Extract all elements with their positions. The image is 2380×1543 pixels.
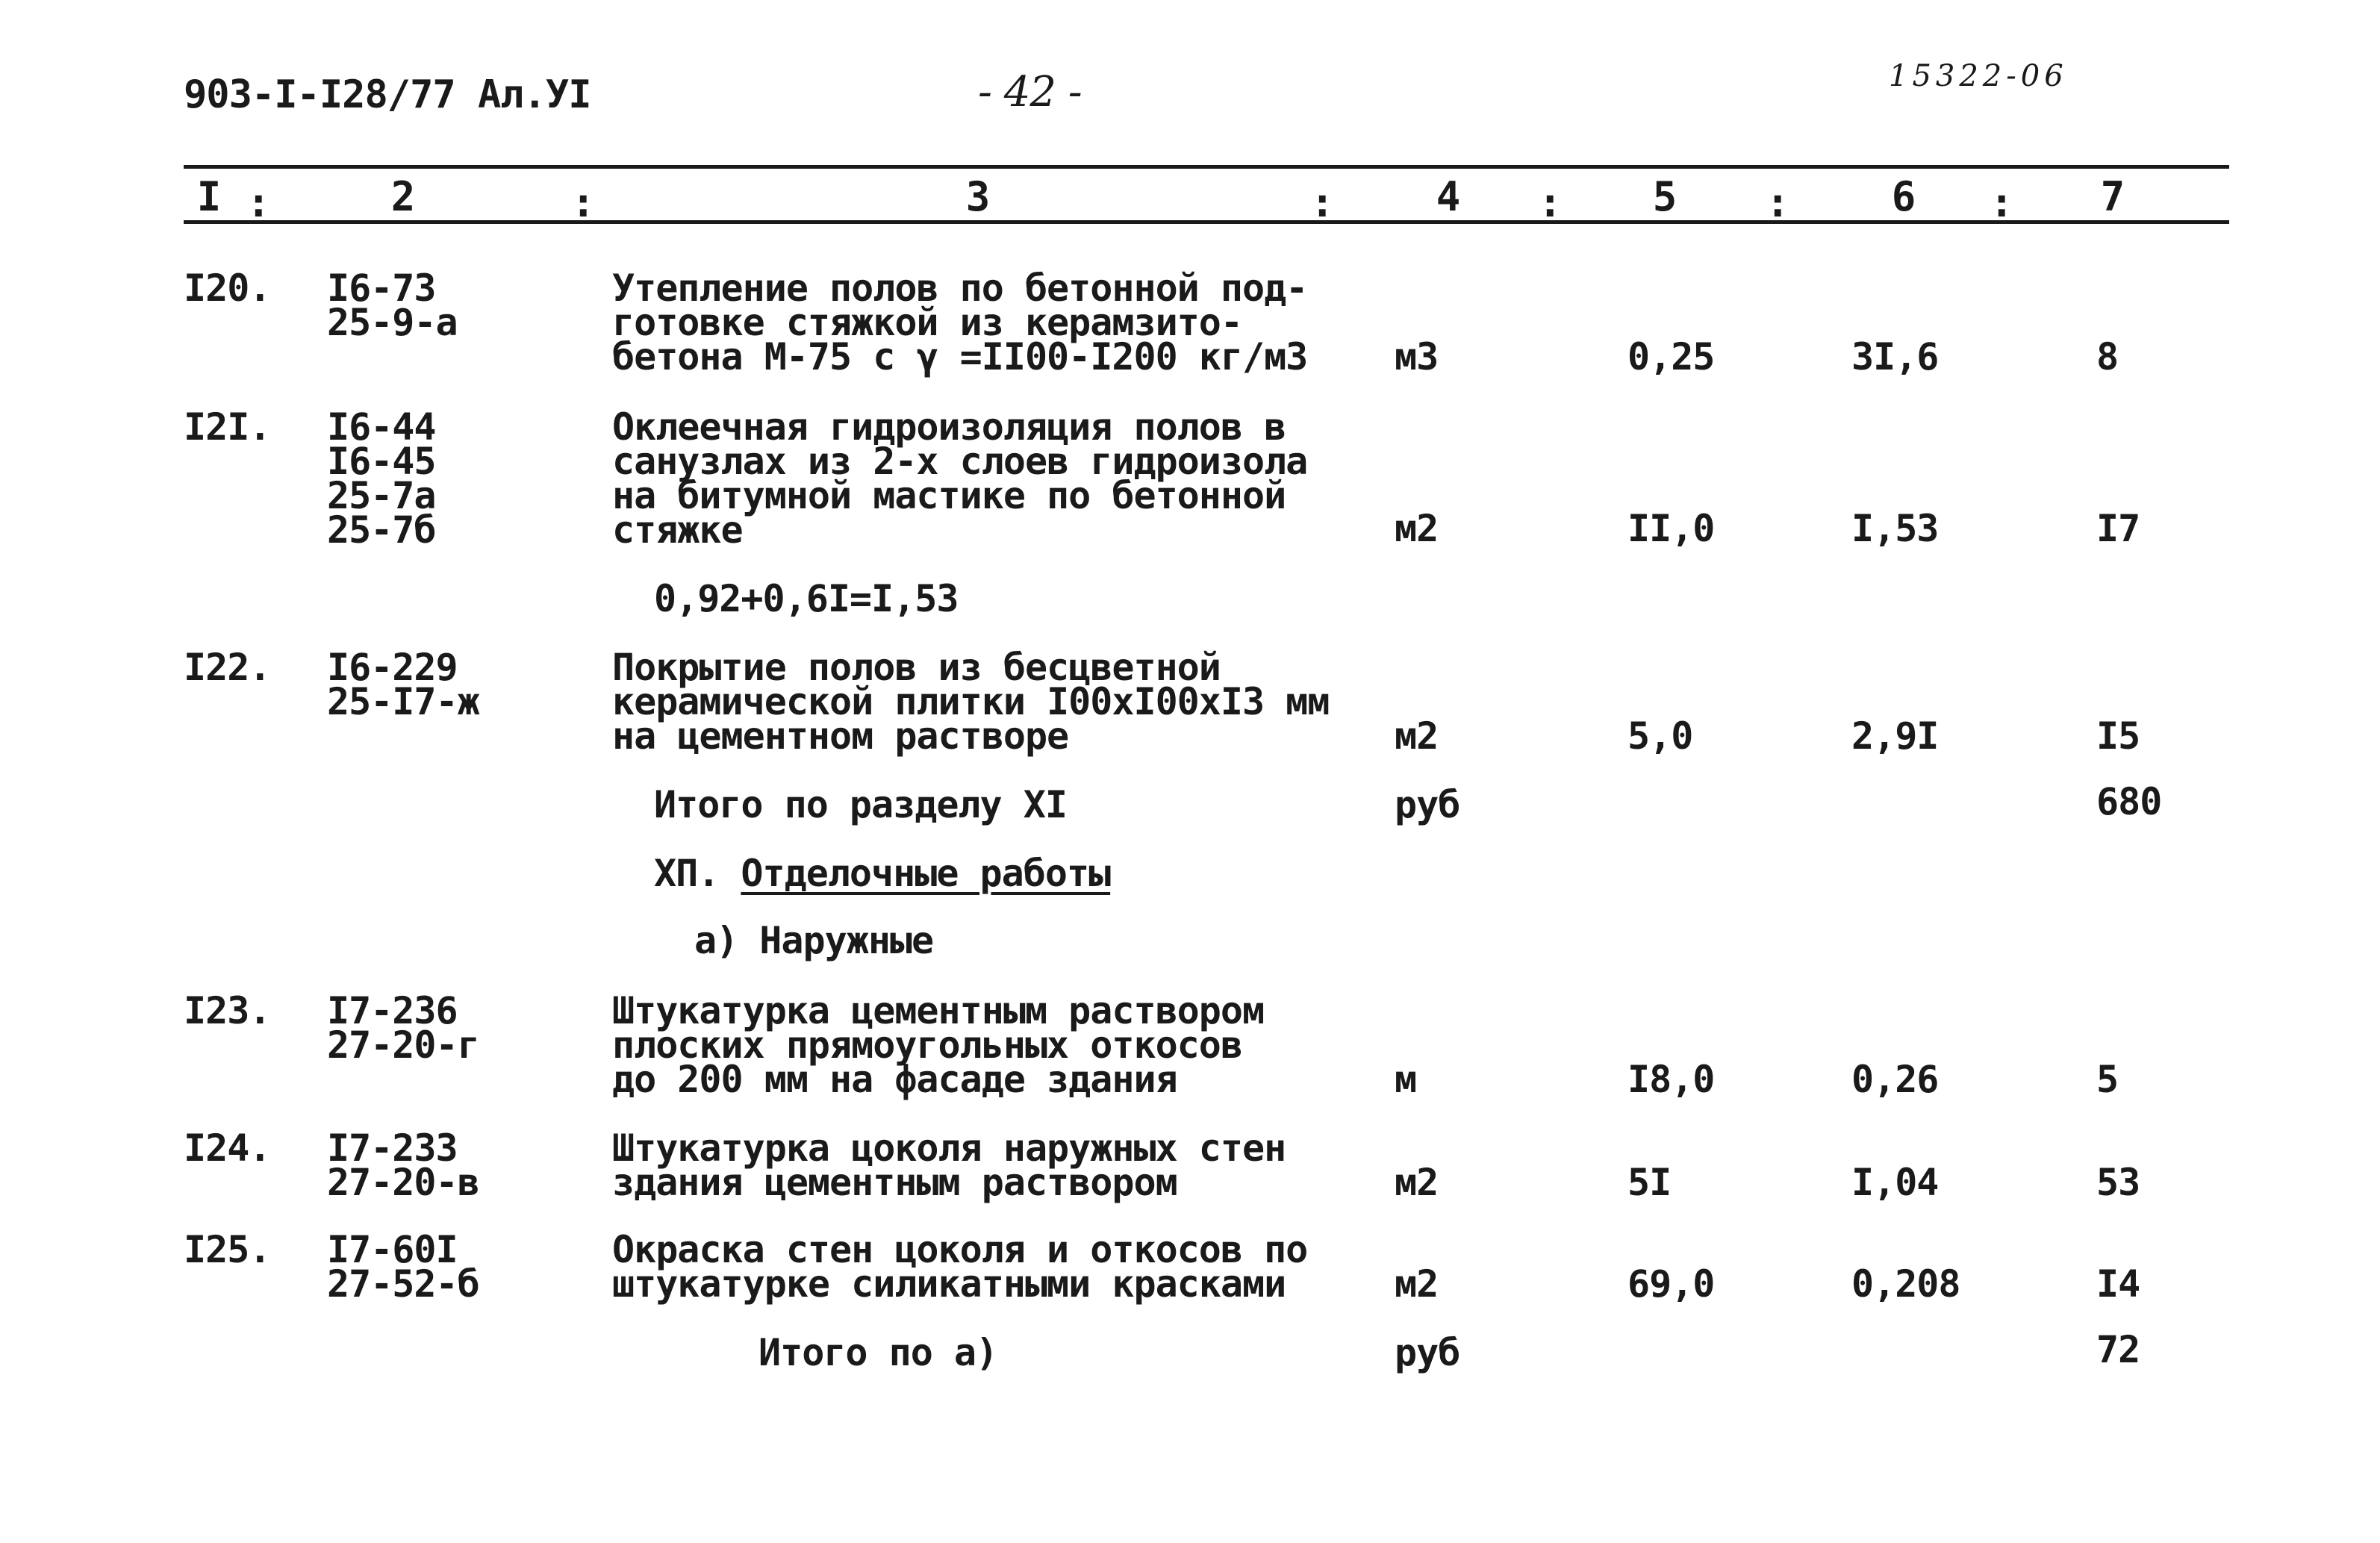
column-number-4: 4	[1436, 173, 1461, 220]
section-subtotal-label: Итого по разделу XI	[654, 783, 1067, 826]
column-separator: :	[1538, 179, 1563, 226]
row-code: 27-20-г	[327, 1023, 479, 1067]
row-code: I6-229	[327, 646, 458, 689]
row-description: Окраска стен цоколя и откосов по	[612, 1228, 1308, 1271]
column-number-7: 7	[2100, 173, 2125, 220]
row-quantity: 5,0	[1627, 714, 1693, 758]
row-unit: руб	[1395, 783, 1460, 826]
row-total: 680	[2096, 780, 2162, 823]
row-description: штукатурке силикатными красками	[612, 1262, 1286, 1306]
row-description: стяжке	[612, 508, 743, 552]
column-separator: :	[1766, 179, 1790, 226]
subsection-subtotal-label: Итого по а)	[758, 1331, 998, 1374]
header-rule-top	[184, 165, 2229, 169]
row-unit: м2	[1395, 1161, 1439, 1204]
row-code: 25-7а	[327, 474, 436, 517]
row-total: I7	[2096, 507, 2140, 550]
row-code: I7-233	[327, 1126, 458, 1170]
row-unit-price: I,53	[1851, 507, 1939, 550]
row-total: I5	[2096, 714, 2140, 758]
row-unit: м	[1395, 1058, 1417, 1101]
section-number: ХП.	[654, 852, 720, 895]
row-number: I25.	[184, 1228, 271, 1271]
row-code: 27-20-в	[327, 1161, 479, 1204]
row-total: 72	[2096, 1328, 2140, 1371]
row-code: 25-7б	[327, 508, 436, 552]
header-rule-bottom	[184, 220, 2229, 224]
row-code: I7-60I	[327, 1228, 458, 1271]
row-description: на цементном растворе	[612, 714, 1069, 758]
section-title: Отделочные работы	[741, 852, 1111, 895]
row-number: I23.	[184, 989, 271, 1032]
column-number-5: 5	[1652, 173, 1677, 220]
column-number-1: I	[196, 173, 222, 220]
row-code: I6-73	[327, 266, 436, 310]
row-description: Покрытие полов из бесцветной	[612, 646, 1221, 689]
column-number-2: 2	[390, 173, 416, 220]
row-total: I4	[2096, 1262, 2140, 1306]
column-number-6: 6	[1891, 173, 1916, 220]
row-description: Утепление полов по бетонной под-	[612, 266, 1308, 310]
column-separator: :	[246, 179, 271, 226]
row-unit-price: 0,26	[1851, 1058, 1939, 1101]
section-heading	[654, 852, 1111, 895]
row-unit-price: 2,9I	[1851, 714, 1939, 758]
row-unit-price: I,04	[1851, 1161, 1939, 1204]
row-unit: м2	[1395, 507, 1439, 550]
archive-stamp: 15322-06	[1889, 59, 2068, 93]
row-description: Оклеечная гидроизоляция полов в	[612, 405, 1286, 449]
calculation-note: 0,92+0,6I=I,53	[654, 577, 959, 620]
row-code: 25-I7-ж	[327, 680, 479, 723]
row-total: 8	[2096, 335, 2119, 378]
row-total: 5	[2096, 1058, 2119, 1101]
row-description: до 200 мм на фасаде здания	[612, 1058, 1177, 1101]
row-number: I20.	[184, 266, 271, 310]
page-number: - 42 -	[978, 68, 1082, 116]
row-number: I22.	[184, 646, 271, 689]
column-number-3: 3	[965, 173, 991, 220]
column-separator: :	[571, 179, 596, 226]
row-description: готовке стяжкой из керамзито-	[612, 301, 1242, 344]
row-unit: руб	[1395, 1331, 1460, 1374]
row-code: 27-52-б	[327, 1262, 479, 1306]
row-quantity: I8,0	[1627, 1058, 1715, 1101]
row-unit: м3	[1395, 335, 1439, 378]
row-description: керамической плитки I00xI00xI3 мм	[612, 680, 1330, 723]
row-unit: м2	[1395, 714, 1439, 758]
row-code: I6-45	[327, 440, 436, 483]
row-description: санузлах из 2-х слоев гидроизола	[612, 440, 1308, 483]
row-description: здания цементным раствором	[612, 1161, 1177, 1204]
row-number: I2I.	[184, 405, 271, 449]
document-code: 903-I-I28/77 Ал.УI	[184, 72, 591, 117]
row-description: Штукатурка цоколя наружных стен	[612, 1126, 1286, 1170]
row-quantity: II,0	[1627, 507, 1715, 550]
row-total: 53	[2096, 1161, 2140, 1204]
row-number: I24.	[184, 1126, 271, 1170]
row-code: I7-236	[327, 989, 458, 1032]
row-unit-price: 3I,6	[1851, 335, 1939, 378]
row-quantity: 69,0	[1627, 1262, 1715, 1306]
row-quantity: 0,25	[1627, 335, 1715, 378]
row-description: Штукатурка цементным раствором	[612, 989, 1265, 1032]
row-description: бетона М-75 с γ =II00-I200 кг/м3	[612, 335, 1308, 378]
subsection-heading: а) Наружные	[694, 919, 934, 962]
column-separator: :	[1990, 179, 2014, 226]
row-unit: м2	[1395, 1262, 1439, 1306]
row-quantity: 5I	[1627, 1161, 1672, 1204]
row-code: I6-44	[327, 405, 436, 449]
row-unit-price: 0,208	[1851, 1262, 1960, 1306]
column-separator: :	[1310, 179, 1335, 226]
row-code: 25-9-а	[327, 301, 458, 344]
row-description: плоских прямоугольных откосов	[612, 1023, 1242, 1067]
row-description: на битумной мастике по бетонной	[612, 474, 1286, 517]
